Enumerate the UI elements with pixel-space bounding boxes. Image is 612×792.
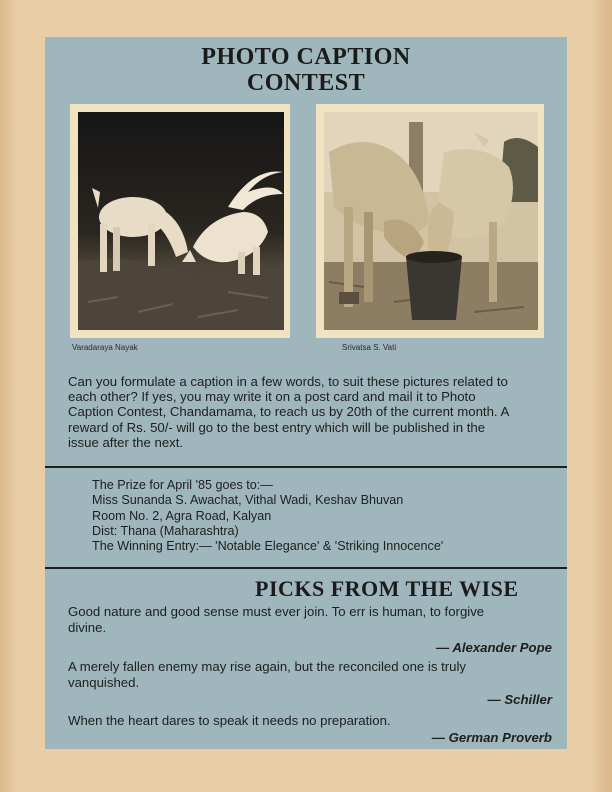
picks-title: PICKS FROM THE WISE (255, 576, 519, 601)
quote-line: vanquished. (68, 674, 140, 690)
contest-text-line: reward of Rs. 50/- will go to the best entry which will be published in the (68, 419, 486, 435)
quote-line: When the heart dares to speak it needs no preparation. (68, 713, 391, 728)
contest-title-line2: CONTEST (246, 70, 366, 96)
photo-credit-right: Srivatsa S. Vati (342, 343, 397, 352)
quote-schiller (68, 659, 550, 690)
goats-illustration (78, 112, 284, 330)
quote-pope (68, 604, 550, 635)
quote-line: A merely fallen enemy may rise again, but the reconciled one is truly (68, 659, 467, 674)
quote-author-schiller: — Schiller (487, 692, 552, 707)
contest-description (68, 374, 550, 450)
photo-credit-left: Varadaraya Nayak (72, 343, 138, 352)
goats-photo (78, 112, 284, 330)
quote-author-pope: — Alexander Pope (435, 640, 552, 655)
prize-line: The Prize for April '85 goes to:— (92, 478, 273, 492)
prize-line: Room No. 2, Agra Road, Kalyan (92, 508, 272, 523)
prize-line: The Winning Entry:— 'Notable Elegance' & 'Striking Innocence' (92, 539, 444, 554)
contest-text-line: Can you formulate a caption in a few words, to suit these pictures related to (68, 374, 508, 389)
divider-top (45, 466, 567, 468)
quote-line: divine. (68, 619, 107, 635)
contest-title-line1: PHOTO CAPTION (201, 44, 411, 70)
prize-announcement (92, 478, 552, 554)
prize-line: Miss Sunanda S. Awachat, Vithal Wadi, Keshav Bhuvan (92, 493, 404, 508)
contest-text-line: each other? If yes, you may write it on a post card and mail it to Photo (68, 389, 476, 405)
divider-bottom (45, 567, 567, 569)
quote-author-proverb: — German Proverb (431, 730, 552, 745)
prize-line: Dist: Thana (Maharashtra) (92, 523, 239, 538)
cows-illustration (324, 112, 538, 330)
contest-text-line: Caption Contest, Chandamama, to reach us by 20th of the current month. A (68, 404, 510, 420)
quote-line: Good nature and good sense must ever join. To err is human, to forgive (68, 604, 485, 619)
contest-text-line: issue after the next. (68, 434, 184, 450)
quote-proverb (68, 713, 550, 729)
cows-photo (324, 112, 538, 330)
